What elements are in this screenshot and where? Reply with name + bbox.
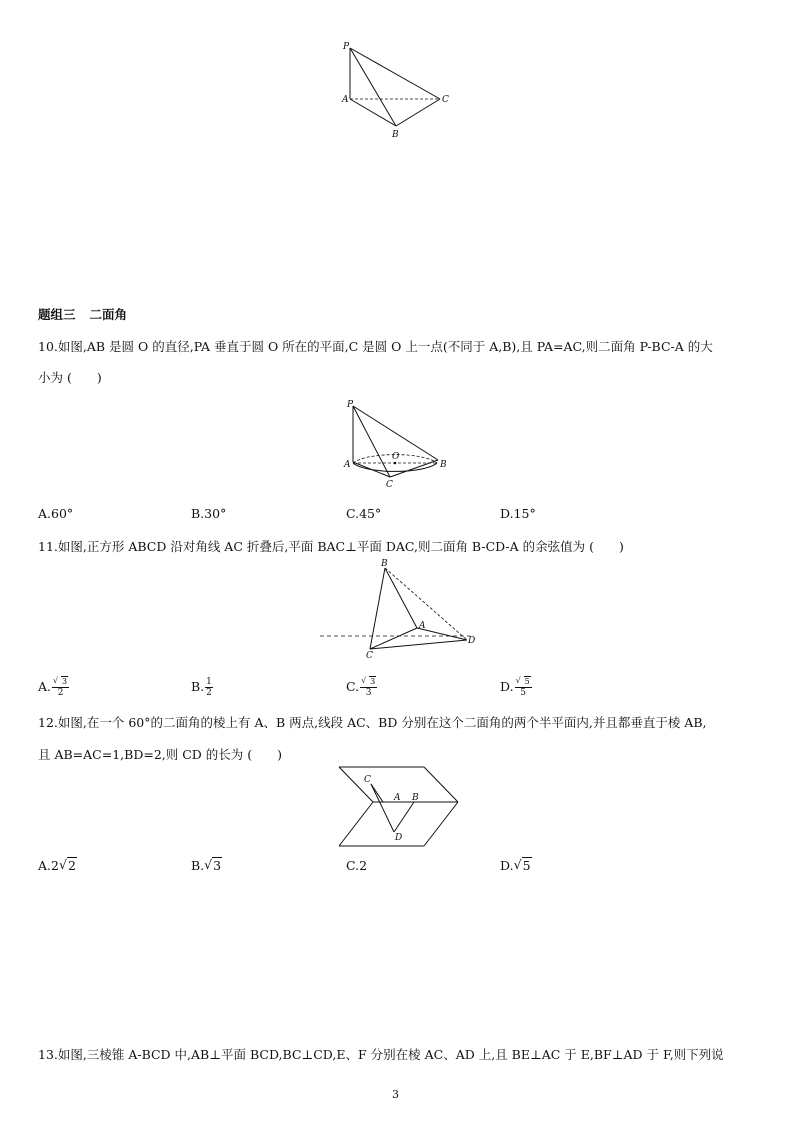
q10-option-b: B.30°: [191, 506, 227, 521]
label-c: C: [386, 480, 393, 490]
q11-line1: 11.如图,正方形 ABCD 沿对角线 AC 折叠后,平面 BAC⊥平面 DAC,则二面角 B-CD-A 的余弦值为 ( ): [38, 539, 624, 554]
label-a: A: [344, 460, 351, 470]
figure-cone-circle: [340, 396, 460, 491]
label-p: P: [343, 42, 350, 52]
q12-option-c: C.2: [346, 858, 368, 873]
page-number: 3: [392, 1088, 399, 1101]
label-c: C: [364, 775, 371, 785]
label-c: C: [366, 651, 373, 660]
section-title: [38, 305, 127, 323]
label-a: A: [394, 793, 401, 803]
label-d: D: [395, 833, 403, 843]
section-title-part1: 题组三: [38, 307, 76, 322]
label-b: B: [412, 793, 419, 803]
q11-option-b: B. $\frac{1}{2}$: [191, 677, 212, 698]
q13-line1: 13.如图,三棱锥 A-BCD 中,AB⊥平面 BCD,BC⊥CD,E、F 分别在棱 AC、AD 上,且 BE⊥AC 于 E,BF⊥AD 于 F,则下列说: [38, 1047, 724, 1062]
label-o: O: [392, 452, 400, 462]
figure-folded-square: [315, 556, 485, 660]
q12-option-b: B.√ 3: [191, 858, 222, 873]
label-a: A: [419, 621, 426, 631]
q10-line2: 小为 ( ): [38, 370, 102, 385]
q12-option-d: D.√ 5: [500, 858, 532, 873]
figure-dihedral-angle: [334, 762, 462, 852]
q11-option-c: C. √ $\frac{3}{3}$: [346, 677, 377, 698]
q10-line1: 10.如图,AB 是圆 O 的直径,PA 垂直于圆 O 所在的平面,C 是圆 O 上一点(不同于 A,B),且 PA=AC,则二面角 P-BC-A 的大: [38, 339, 713, 354]
q12-line2: 且 AB=AC=1,BD=2,则 CD 的长为 ( ): [38, 747, 283, 762]
q11-option-a: A. √ $\frac{3}{2}$: [38, 677, 69, 698]
label-b: B: [440, 460, 447, 470]
label-d: D: [468, 636, 476, 646]
q11-option-d: D. √ $\frac{5}{5}$: [500, 677, 532, 698]
q10-option-a: A.60°: [38, 506, 74, 521]
label-b: B: [392, 130, 399, 140]
q12-line1: 12.如图,在一个 60°的二面角的棱上有 A、B 两点,线段 AC、BD 分别在这个二面角的两个半平面内,并且都垂直于棱 AB,: [38, 715, 707, 730]
label-p: P: [347, 400, 354, 410]
label-c: C: [442, 95, 449, 105]
q12-option-a: A.2√ 2: [38, 858, 77, 873]
label-a: A: [342, 95, 349, 105]
figure-pyramid-pabc: [335, 38, 460, 143]
q10-option-d: D.15°: [500, 506, 536, 521]
section-title-part2: 二面角: [89, 307, 128, 322]
label-b: B: [381, 559, 388, 569]
q10-option-c: C.45°: [346, 506, 382, 521]
